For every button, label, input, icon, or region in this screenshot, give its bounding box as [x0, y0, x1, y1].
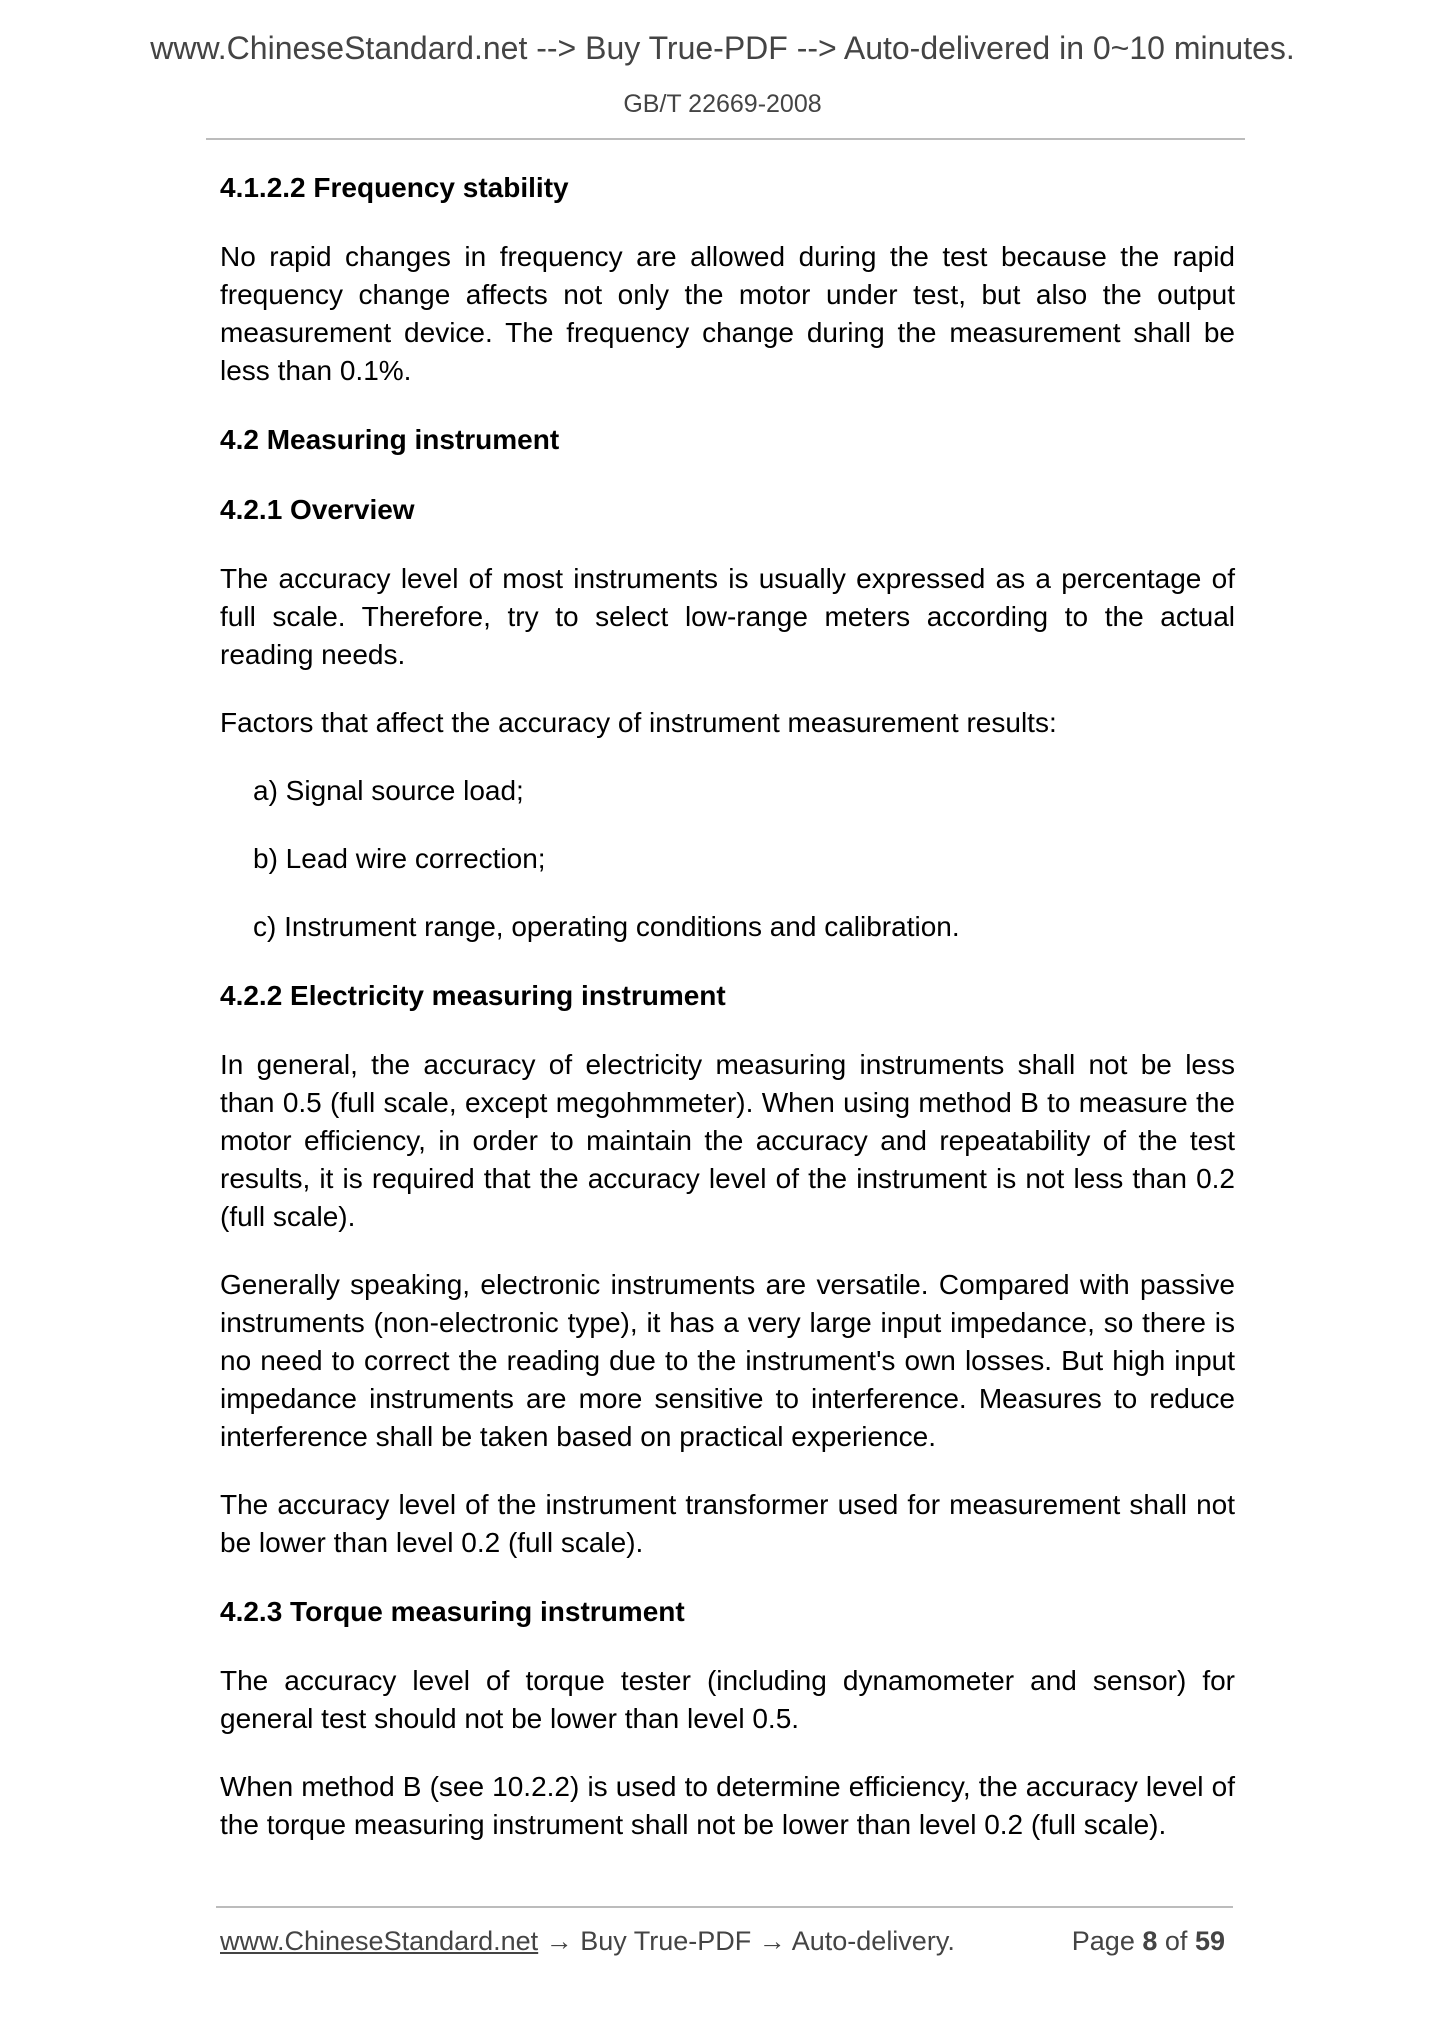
paragraph: No rapid changes in frequency are allowed during the test because the rapid frequency change affects not only the motor under test, but also the output measurement device. The frequency change during the measurement shall be less than 0.1%.	[220, 241, 1235, 386]
heading-4-1-2-2: 4.1.2.2 Frequency stability	[220, 172, 569, 203]
paragraph: The accuracy level of torque tester (including dynamometer and sensor) for general test should not be lower than level 0.5.	[220, 1665, 1235, 1734]
total-pages: 59	[1194, 1926, 1225, 1956]
header-divider	[206, 138, 1245, 140]
list-item: c) Instrument range, operating conditions and calibration.	[253, 911, 960, 942]
document-body	[220, 168, 1235, 1874]
heading-4-2-3: 4.2.3 Torque measuring instrument	[220, 1596, 685, 1627]
paragraph: In general, the accuracy of electricity measuring instruments shall not be less than 0.5 (full scale, except megohmmeter). When using method B to measure the motor efficiency, in order to maintain the accuracy and repeatability of the test results, it is required that the accuracy level of the instrument is not less than 0.2 (full scale).	[220, 1049, 1235, 1232]
footer-promo-text: → Buy True-PDF → Auto-delivery.	[538, 1926, 955, 1956]
paragraph: The accuracy level of the instrument transformer used for measurement shall not be lower than level 0.2 (full scale).	[220, 1489, 1235, 1558]
list-item: b) Lead wire correction;	[253, 843, 546, 874]
page-number: 8	[1142, 1926, 1158, 1956]
footer-promo	[220, 1926, 955, 1957]
page-label: Page	[1071, 1926, 1135, 1956]
paragraph: When method B (see 10.2.2) is used to determine efficiency, the accuracy level of the torque measuring instrument shall not be lower than level 0.2 (full scale).	[220, 1771, 1235, 1840]
of-label: of	[1164, 1926, 1188, 1956]
standard-code: GB/T 22669-2008	[623, 90, 822, 118]
paragraph: The accuracy level of most instruments is usually expressed as a percentage of full scale. Therefore, try to select low-range meters according to the actual reading needs.	[220, 563, 1235, 670]
footer-site-link[interactable]: www.ChineseStandard.net	[220, 1926, 539, 1956]
paragraph: Generally speaking, electronic instruments are versatile. Compared with passive instruments (non-electronic type), it has a very large input impedance, so there is no need to correct the reading due to the instrument's own losses. But high input impedance instruments are more sensitive to interference. Measures to reduce interference shall be taken based on practical experience.	[220, 1269, 1235, 1452]
page-indicator	[1072, 1926, 1225, 1957]
heading-4-2: 4.2 Measuring instrument	[220, 424, 560, 455]
top-banner: www.ChineseStandard.net --> Buy True-PDF --> Auto-delivered in 0~10 minutes.	[150, 30, 1295, 66]
heading-4-2-2: 4.2.2 Electricity measuring instrument	[220, 980, 726, 1011]
footer-divider	[216, 1906, 1233, 1908]
paragraph: Factors that affect the accuracy of instrument measurement results:	[220, 707, 1057, 738]
heading-4-2-1: 4.2.1 Overview	[220, 494, 415, 525]
list-item: a) Signal source load;	[253, 775, 524, 806]
